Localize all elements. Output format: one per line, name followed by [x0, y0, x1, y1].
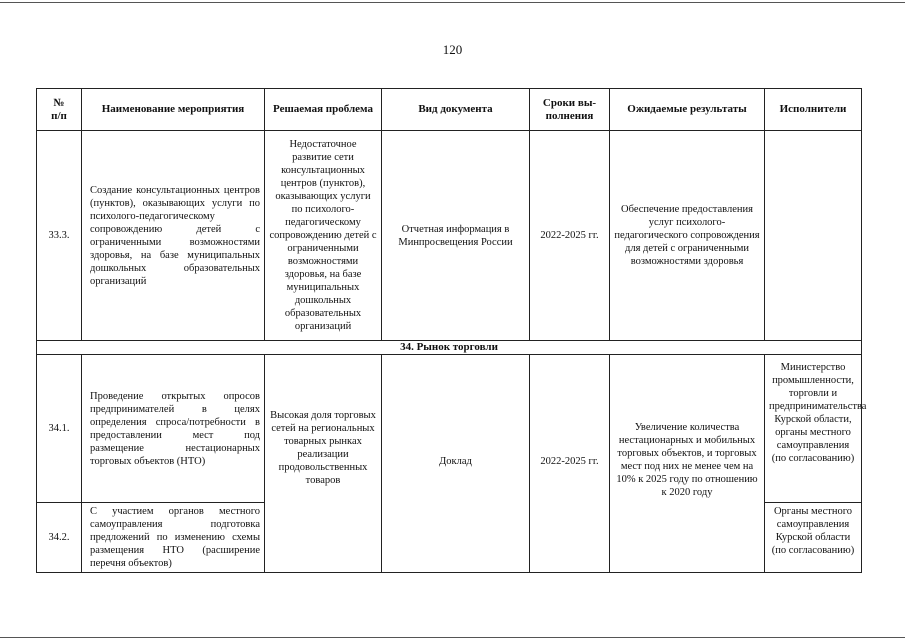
section-title: 34. Рынок торговли [37, 341, 862, 355]
row-num: 34.2. [37, 503, 82, 573]
header-term: Сроки вы-полнения [530, 89, 610, 131]
section-row [37, 341, 862, 355]
row-name: Проведение открытых опросов предпринимателей в целях определения спроса/потребности в предоставлении мест под размещение нестационарных торговых объектов (НТО) [82, 355, 265, 503]
table-row [37, 355, 862, 503]
row-problem: Недостаточное развитие сети консультационных центров (пунктов), оказывающих услуги по психолого-педагогическому сопровождению детей с ограниченными возможностями здоровья, на базе муниципальных дошкольных образовательных организаций [265, 131, 382, 341]
row-problem: Высокая доля торговых сетей на региональных товарных рынках реализации продовольственных товаров [265, 355, 382, 573]
row-term: 2022-2025 гг. [530, 131, 610, 341]
header-executors: Исполнители [765, 89, 862, 131]
row-doc-type: Отчетная информация в Минпросвещения России [382, 131, 530, 341]
row-results: Увеличение количества нестационарных и мобильных торговых объектов, и торговых мест под них не менее чем на 10% к 2025 году по отношению к 2020 году [610, 355, 765, 573]
page-number: 120 [442, 42, 463, 57]
header-num: № п/п [37, 89, 82, 131]
table-row [37, 131, 862, 341]
row-executors [765, 131, 862, 341]
row-term: 2022-2025 гг. [530, 355, 610, 573]
bottom-border-line [0, 637, 905, 638]
top-border-line [0, 2, 905, 3]
row-name: С участием органов местного самоуправления подготовка предложений по изменению схемы размещения НТО (расширение перечня объектов) [82, 503, 265, 573]
header-name: Наименование мероприятия [82, 89, 265, 131]
row-results: Обеспечение предоставления услуг психолого-педагогического сопровождения для детей с ограниченными возможностями здоровья [610, 131, 765, 341]
row-num: 34.1. [37, 355, 82, 503]
table-header-row [37, 89, 862, 131]
header-results: Ожидаемые результаты [610, 89, 765, 131]
row-num: 33.3. [37, 131, 82, 341]
row-name: Создание консультационных центров (пунктов), оказывающих услуги по психолого-педагогическому сопровождению детей с ограниченными возможностями здоровья, на базе муниципальных дошкольных образовательных организаций [82, 131, 265, 341]
header-problem: Решаемая проблема [265, 89, 382, 131]
row-executors: Органы местного самоуправления Курской области (по согласованию) [765, 503, 862, 573]
measures-table [36, 88, 867, 573]
header-doc-type: Вид документа [382, 89, 530, 131]
row-executors: Министерство промышленности, торговли и предпринимательства Курской области, органы местного самоуправления (по согласованию) [765, 355, 862, 503]
row-doc-type: Доклад [382, 355, 530, 573]
